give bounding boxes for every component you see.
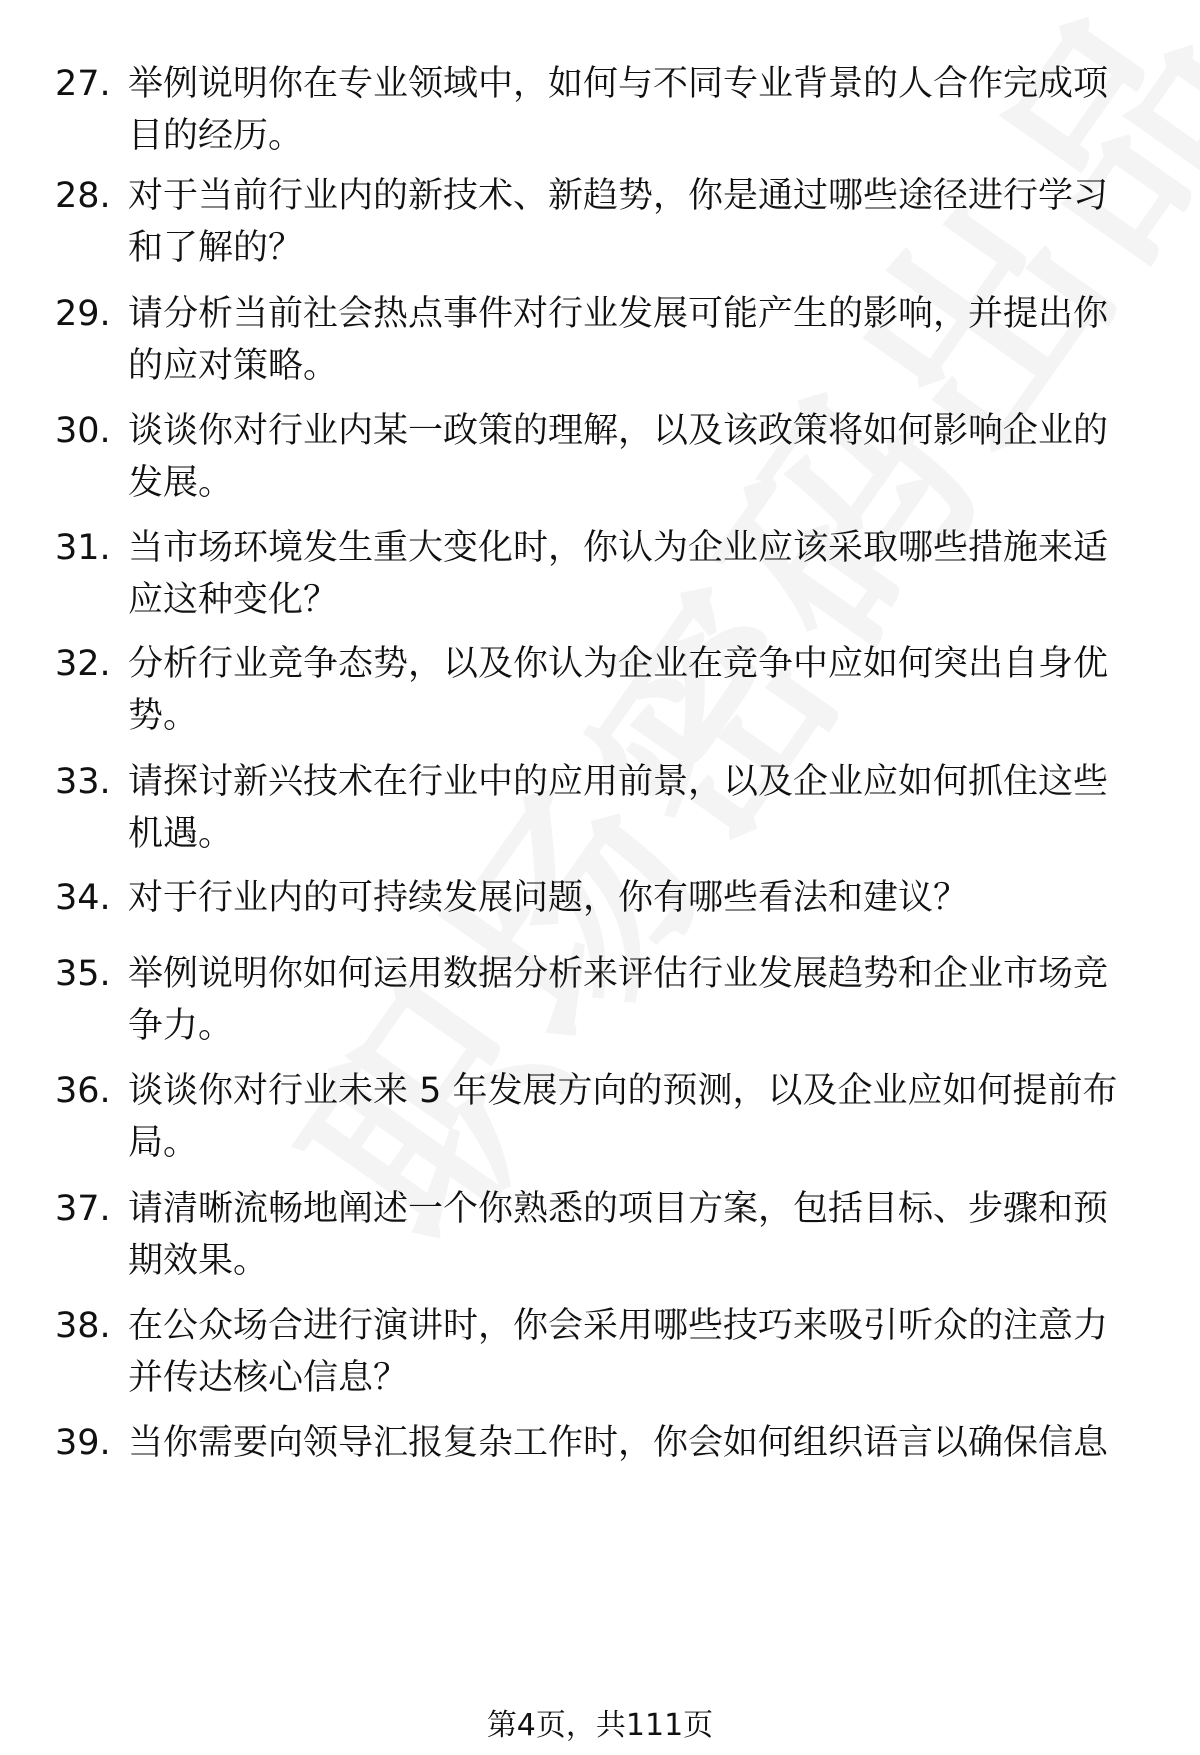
question-text (128, 170, 1148, 274)
question-text (128, 948, 1148, 1052)
question-line: 请探讨新兴技术在行业中的应用前景，以及企业应如何抓住这些 (128, 762, 1109, 802)
question-line: 并传达核心信息？ (128, 1358, 409, 1398)
question-number: 28. (55, 176, 111, 216)
question-line: 请清晰流畅地阐述一个你熟悉的项目方案，包括目标、步骤和预 (128, 1189, 1109, 1229)
question-text (128, 1300, 1148, 1404)
question-text (128, 58, 1148, 162)
question-text (128, 1417, 1148, 1469)
question-line: 应这种变化？ (128, 580, 339, 620)
question-number: 39. (55, 1423, 111, 1463)
question-line: 势。 (128, 696, 199, 736)
question-line: 请分析当前社会热点事件对行业发展可能产生的影响，并提出你 (128, 294, 1109, 334)
question-line: 局。 (128, 1123, 199, 1163)
question-line: 发展。 (128, 463, 234, 503)
question-line: 举例说明你如何运用数据分析来评估行业发展趋势和企业市场竞 (128, 954, 1109, 994)
question-number: 34. (55, 878, 111, 918)
question-line: 机遇。 (128, 814, 234, 854)
question-line: 举例说明你在专业领域中，如何与不同专业背景的人合作完成项 (128, 64, 1109, 104)
question-line: 在公众场合进行演讲时，你会采用哪些技巧来吸引听众的注意力 (128, 1306, 1109, 1346)
question-line: 分析行业竞争态势，以及你认为企业在竞争中应如何突出自身优 (128, 644, 1109, 684)
question-text (128, 522, 1148, 626)
question-line: 争力。 (128, 1006, 234, 1046)
question-text (128, 638, 1148, 742)
question-text (128, 1183, 1148, 1287)
question-text (128, 872, 1148, 924)
question-line: 对于行业内的可持续发展问题，你有哪些看法和建议？ (128, 878, 969, 918)
question-line: 和了解的？ (128, 228, 304, 268)
question-line: 的应对策略。 (128, 346, 339, 386)
question-line: 谈谈你对行业内某一政策的理解，以及该政策将如何影响企业的 (128, 411, 1109, 451)
question-text (128, 1065, 1148, 1169)
question-number: 32. (55, 644, 111, 684)
question-number: 33. (55, 762, 111, 802)
question-number: 36. (55, 1071, 111, 1111)
question-text (128, 756, 1148, 860)
question-text (128, 405, 1148, 509)
question-line: 对于当前行业内的新技术、新趋势，你是通过哪些途径进行学习 (128, 176, 1109, 216)
question-number: 29. (55, 294, 111, 334)
question-line: 谈谈你对行业未来 5 年发展方向的预测，以及企业应如何提前布 (128, 1071, 1118, 1111)
question-number: 37. (55, 1189, 111, 1229)
question-line: 目的经历。 (128, 116, 304, 156)
question-number: 27. (55, 64, 111, 104)
question-line: 当市场环境发生重大变化时，你认为企业应该采取哪些措施来适 (128, 528, 1109, 568)
page-footer: 第4页，共111页 (486, 1708, 714, 1743)
question-text (128, 288, 1148, 392)
question-number: 31. (55, 528, 111, 568)
question-number: 30. (55, 411, 111, 451)
question-number: 38. (55, 1306, 111, 1346)
question-line: 期效果。 (128, 1241, 269, 1281)
question-number: 35. (55, 954, 111, 994)
question-line: 当你需要向领导汇报复杂工作时，你会如何组织语言以确保信息 (128, 1423, 1109, 1463)
